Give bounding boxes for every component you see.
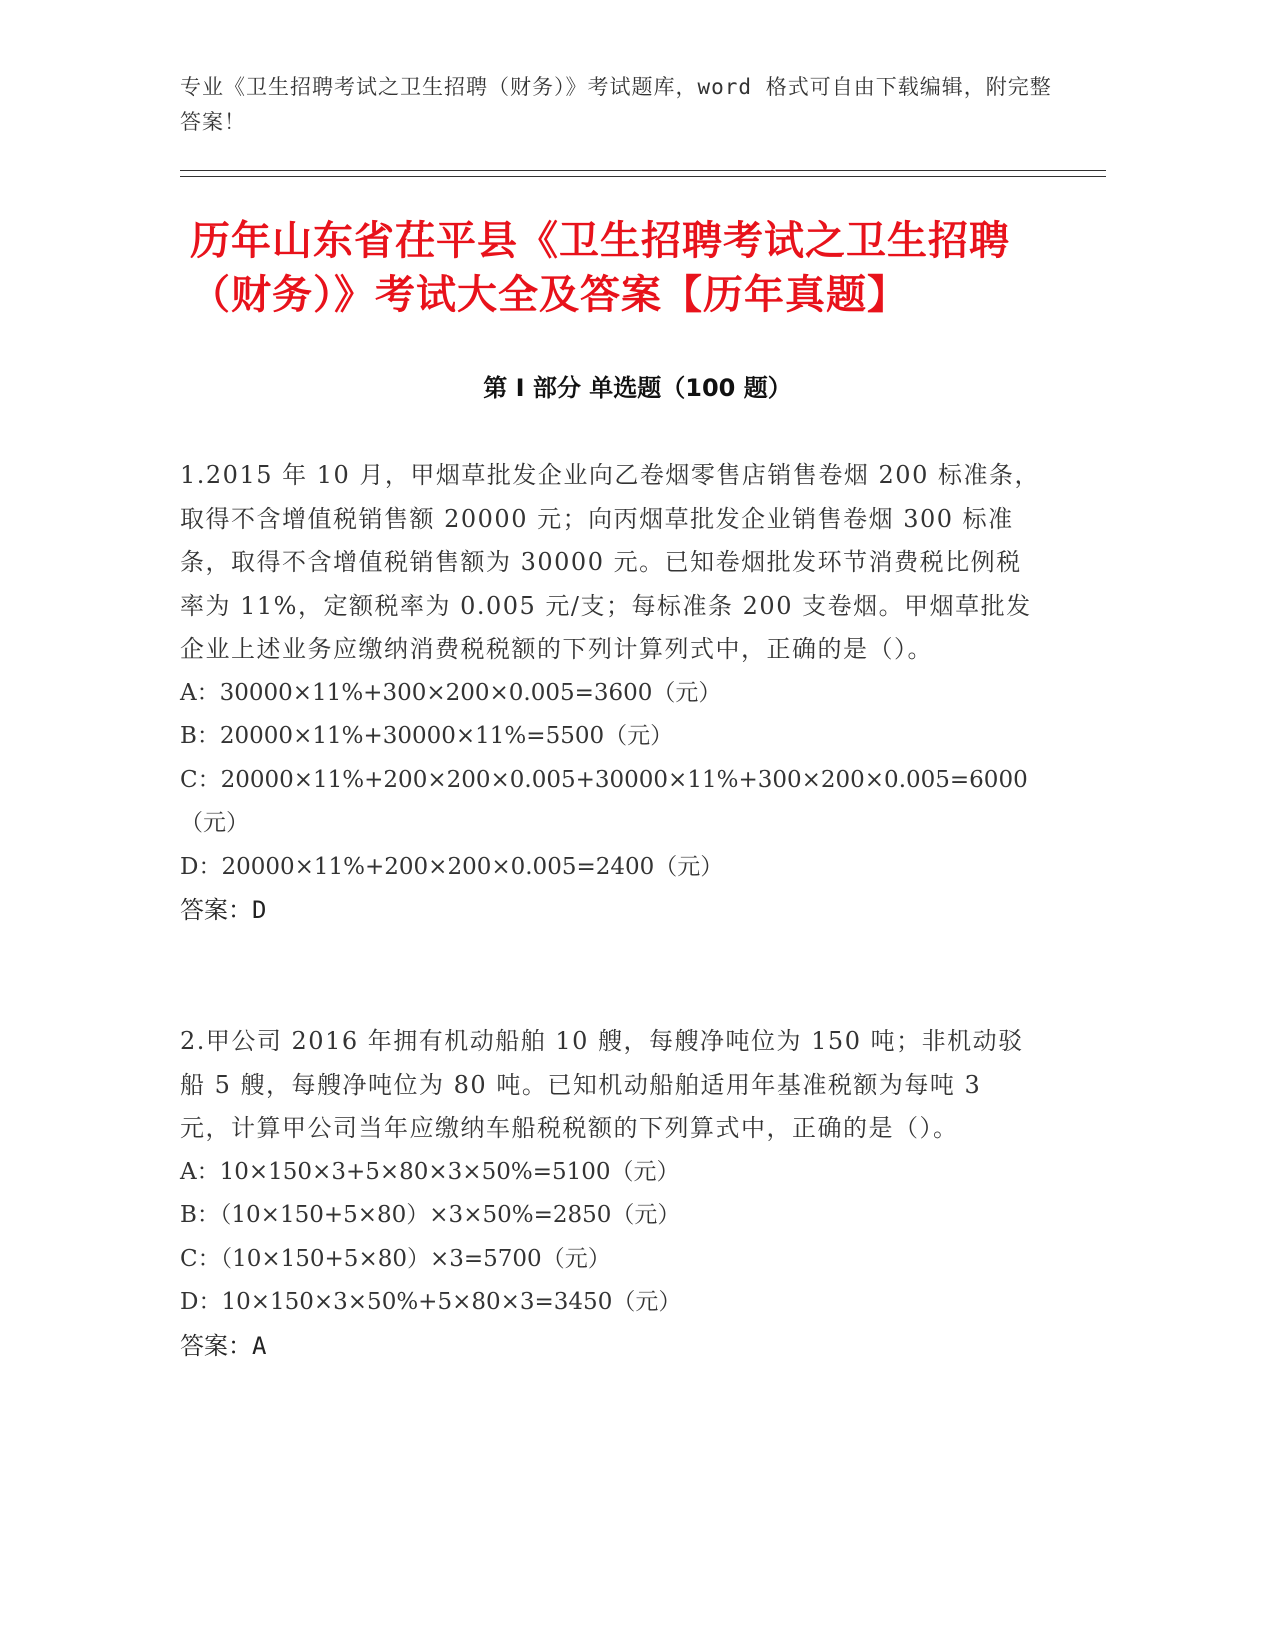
section-heading: 第 I 部分 单选题（100 题） bbox=[483, 374, 792, 402]
document-title: 历年山东省茌平县《卫生招聘考试之卫生招聘（财务）》考试大全及答案【历年真题】 bbox=[190, 218, 1010, 318]
header-note: 专业《卫生招聘考试之卫生招聘（财务）》考试题库，word 格式可自由下载编辑，附完整答案！ bbox=[180, 75, 1052, 134]
option-c: C：20000×11%+200×200×0.005+30000×11%+300×200×0.005=6000（元） bbox=[180, 766, 1028, 836]
question-text: 2.甲公司 2016 年拥有机动船舶 10 艘，每艘净吨位为 150 吨；非机动驳船 5 艘，每艘净吨位为 80 吨。已知机动船舶适用年基准税额为每吨 3 元，计算甲公司当年应缴纳车船税税额的下列算式中，正确的是（）。 bbox=[180, 1027, 1024, 1142]
option-d: D：10×150×3×50%+5×80×3=3450（元） bbox=[180, 1289, 682, 1315]
question-text: 1.2015 年 10 月，甲烟草批发企业向乙卷烟零售店销售卷烟 200 标准条，取得不含增值税销售额 20000 元；向丙烟草批发企业销售卷烟 300 标准条，取得不含增值税销售额为 30000 元。已知卷烟批发环节消费税比例税率为 11%，定额税率为 0.005 元/支；每标准条 200 支卷烟。甲烟草批发企业上述业务应缴纳消费税税额的下列计算列式中，正确的是（）。 bbox=[180, 461, 1040, 663]
option-c: C：（10×150+5×80）×3=5700（元） bbox=[180, 1245, 611, 1272]
option-b: B：（10×150+5×80）×3×50%=2850（元） bbox=[180, 1202, 681, 1228]
header-divider-bottom bbox=[180, 176, 1106, 177]
answer-line: 答案：D bbox=[180, 896, 267, 924]
option-a: A：30000×11%+300×200×0.005=3600（元） bbox=[180, 679, 722, 706]
option-d: D：20000×11%+200×200×0.005=2400（元） bbox=[180, 853, 724, 880]
option-a: A：10×150×3+5×80×3×50%=5100（元） bbox=[180, 1158, 680, 1185]
question-2 bbox=[180, 1020, 1040, 1368]
header-divider-top bbox=[180, 170, 1106, 171]
answer-line: 答案：A bbox=[180, 1331, 267, 1360]
question-1 bbox=[180, 454, 1040, 933]
option-b: B：20000×11%+30000×11%=5500（元） bbox=[180, 723, 674, 749]
